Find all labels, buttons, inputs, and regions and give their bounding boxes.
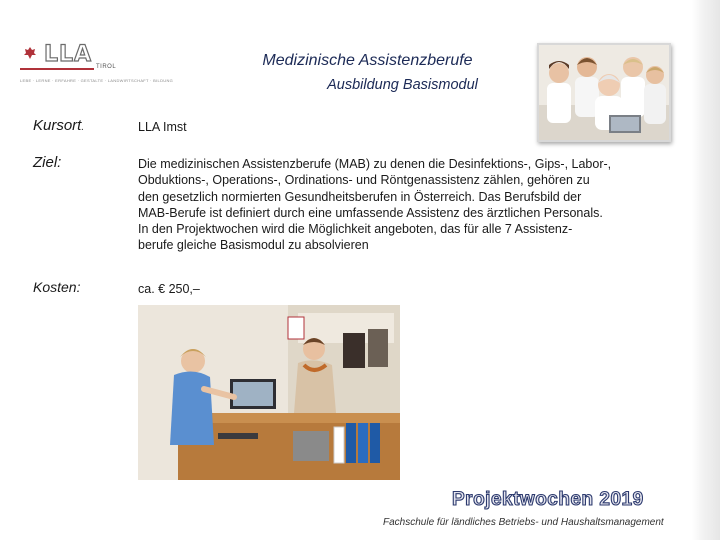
ziel-line: In den Projektwochen wird die Möglichkeit angeboten, das für alle 7 Assistenz- [138,222,573,237]
logo-tagline: LEBE · LERNE · ERFAHRE · GESTALTE · LANDWIRTSCHAFT · BILDUNG [20,78,174,83]
ziel-line: MAB-Berufe ist definiert durch eine umfassende Assistenz des ärztlichen Personals. [138,205,603,220]
logo-wordmark: LLA [44,42,93,67]
lla-logo [20,42,174,90]
reception-desk-photo [138,305,400,480]
kursort-label: Kursort. [33,117,85,134]
ziel-line: den gesetzlich normierten Gesundheitsberufen in Österreich. Das Berufsbild der [138,189,582,204]
tirol-eagle-icon [23,46,37,60]
page-subtitle: Ausbildung Basismodul [327,77,478,93]
ziel-line: Die medizinischen Assistenzberufe (MAB) zu denen die Desinfektions-, Gips-, Labor-, [138,157,612,171]
logo-region: TIROL [96,64,117,70]
page-edge-shadow [692,0,720,540]
projektwochen-banner: Projektwochen 2019 [452,489,644,510]
kursort-value: LLA Imst [138,120,187,134]
kosten-label: Kosten: [33,279,81,295]
logo-bar [20,68,94,70]
kosten-value: ca. € 250,– [138,282,200,296]
school-name-footer: Fachschule für ländliches Betriebs- und Haushaltsmanagement [383,517,664,528]
ziel-label: Ziel: [33,154,62,171]
ziel-line: berufe gleiche Basismodul zu absolvieren [138,238,369,253]
ziel-description [138,156,688,254]
ziel-line: Obduktions-, Operations-, Ordinations- und Röntgenassistenz zählen, gehören zu [138,173,590,188]
page-title: Medizinische Assistenzberufe [262,52,473,69]
medical-team-photo [537,43,671,142]
